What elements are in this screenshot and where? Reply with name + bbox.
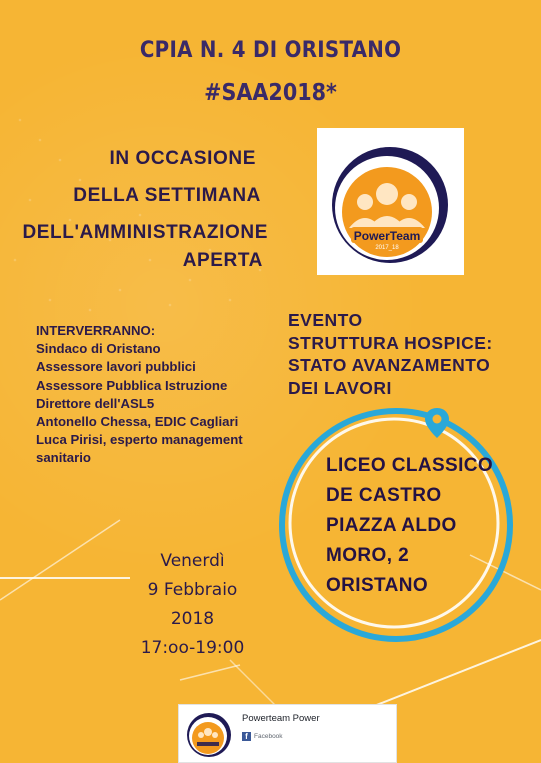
- poster-title: CPIA N. 4 DI ORISTANO: [139, 38, 402, 63]
- event-line-1: EVENTO: [288, 310, 363, 330]
- speakers-heading: INTERVERRANNO:: [36, 323, 156, 338]
- venue-line-3: PIAZZA ALDO: [326, 515, 457, 536]
- speaker-item: Assessore Pubblica Istruzione: [36, 377, 228, 393]
- logo-year: 2017_18: [375, 245, 399, 251]
- powerteam-avatar: [184, 710, 234, 760]
- hashtag-title: #SAA2018*: [204, 80, 337, 106]
- speakers-list: [36, 322, 281, 468]
- event-date: [125, 547, 260, 663]
- facebook-source: [242, 732, 283, 741]
- speaker-item: Luca Pirisi, esperto management sanitario: [36, 432, 243, 466]
- date-date: 9 Febbraio: [147, 580, 238, 600]
- speaker-item: Assessore lavori pubblici: [36, 359, 196, 375]
- venue-line-1: LICEO CLASSICO: [326, 455, 494, 476]
- decorative-line: [180, 665, 240, 680]
- date-year: 2018: [170, 609, 215, 629]
- facebook-page-card[interactable]: [178, 704, 397, 763]
- logo-text: PowerTeam: [353, 229, 421, 243]
- facebook-icon: f: [242, 732, 251, 741]
- speaker-item: Direttore dell'ASL5: [36, 395, 155, 411]
- venue-line-4: MORO, 2: [326, 545, 410, 566]
- powerteam-logo-card: [317, 128, 464, 275]
- occasion-line-3: DELL'AMMINISTRAZIONE: [22, 222, 268, 243]
- occasion-line-1: IN OCCASIONE: [109, 148, 256, 169]
- decorative-line: [0, 520, 120, 600]
- venue-line-5: ORISTANO: [326, 575, 429, 596]
- speaker-item: Sindaco di Oristano: [36, 341, 161, 357]
- event-line-2: STRUTTURA HOSPICE:: [288, 332, 493, 353]
- venue-line-2: DE CASTRO: [326, 485, 442, 506]
- venue-address: [326, 451, 493, 601]
- date-time: 17:oo-19:00: [140, 638, 245, 658]
- occasion-line-4: APERTA: [182, 250, 263, 271]
- event-line-4: DEI LAVORI: [288, 377, 392, 398]
- event-title: [288, 309, 493, 399]
- occasion-line-2: DELLA SETTIMANA: [73, 185, 261, 206]
- event-line-3: STATO AVANZAMENTO: [288, 355, 491, 375]
- date-day: Venerdì: [160, 551, 225, 571]
- powerteam-logo: [317, 128, 464, 275]
- facebook-label: Facebook: [254, 733, 283, 740]
- speaker-item: Antonello Chessa, EDIC Cagliari: [36, 414, 239, 430]
- facebook-page-name[interactable]: Powerteam Power: [242, 713, 320, 724]
